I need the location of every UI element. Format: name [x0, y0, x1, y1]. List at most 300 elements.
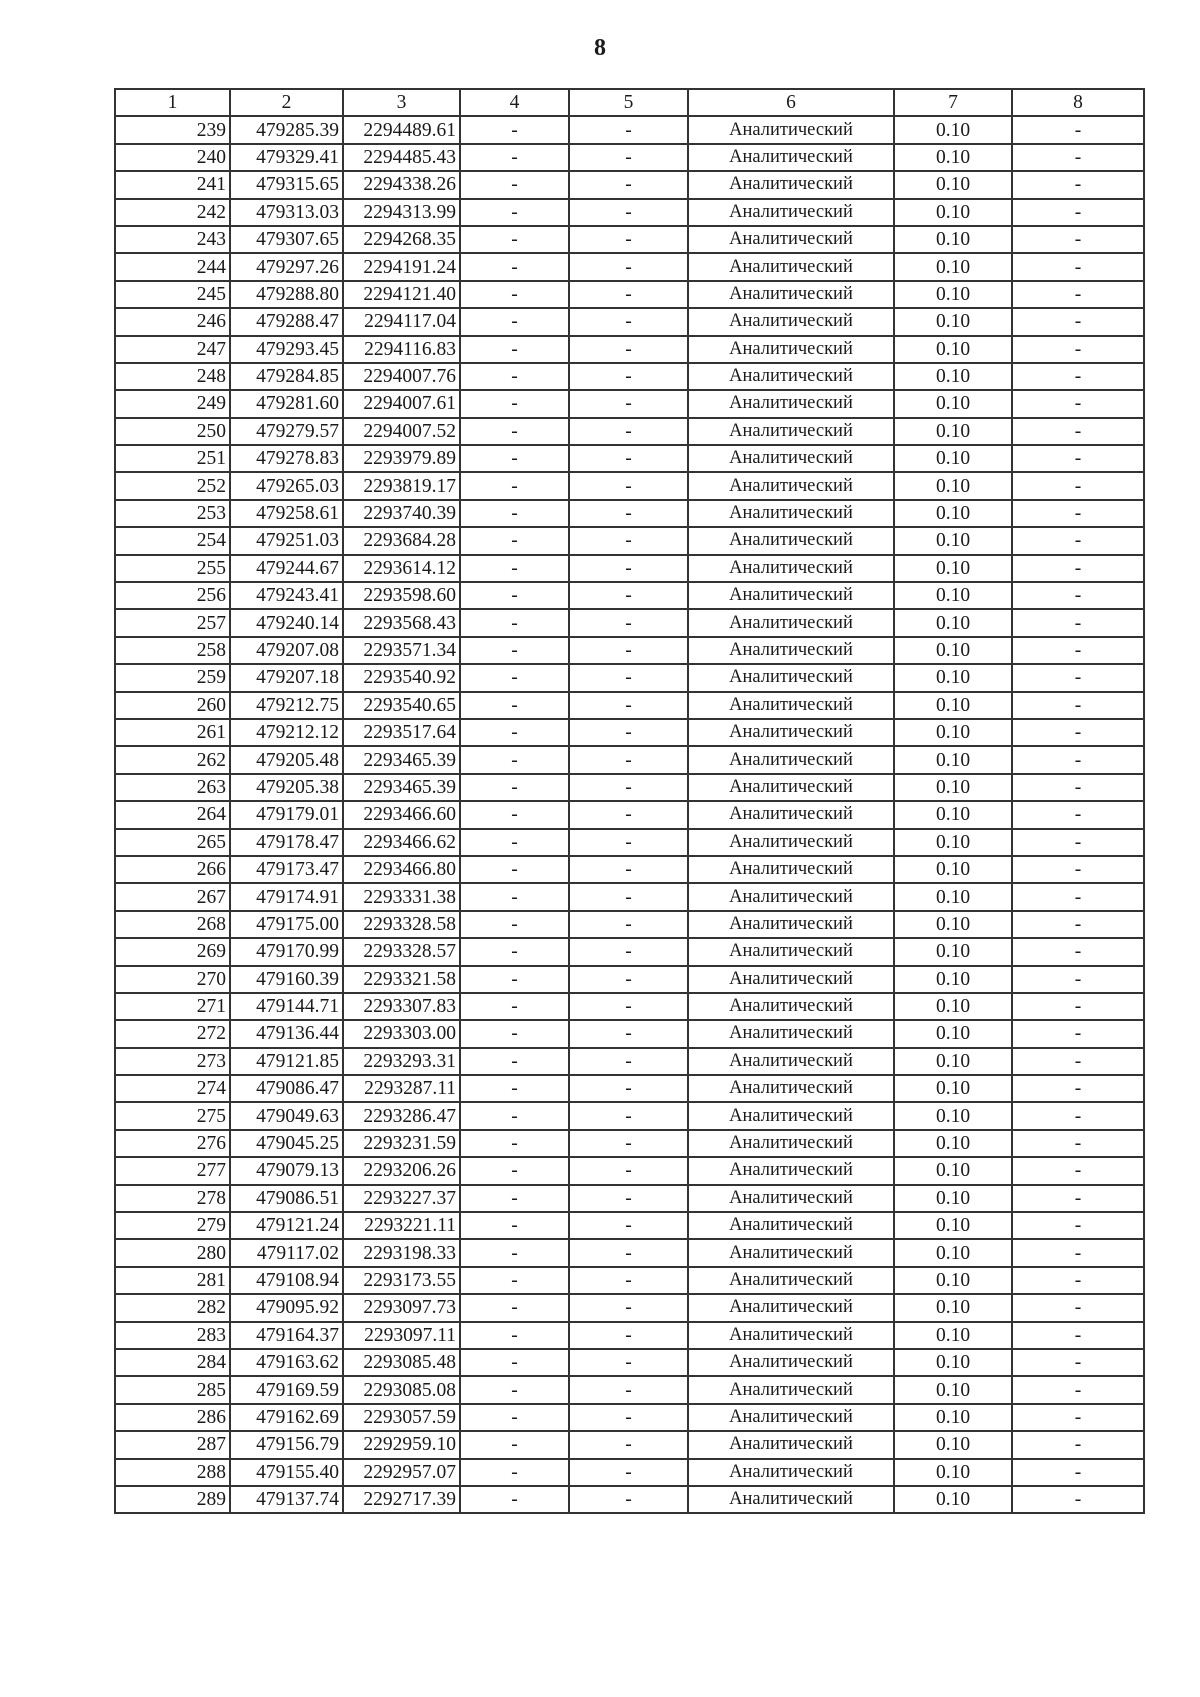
column-5-cell: -	[569, 1048, 688, 1075]
column-5-cell: -	[569, 1322, 688, 1349]
table-row	[115, 582, 1144, 609]
x-coordinate-cell: 479086.51	[230, 1185, 343, 1212]
point-number-cell: 279	[115, 1212, 230, 1239]
point-number-cell: 287	[115, 1431, 230, 1458]
y-coordinate-cell: 2293173.55	[343, 1267, 460, 1294]
column-5-cell: -	[569, 418, 688, 445]
y-coordinate-cell: 2293740.39	[343, 500, 460, 527]
column-5-cell: -	[569, 527, 688, 554]
method-cell: Аналитический	[688, 1239, 894, 1266]
y-coordinate-cell: 2293465.39	[343, 746, 460, 773]
column-5-cell: -	[569, 1157, 688, 1184]
column-8-cell: -	[1012, 1459, 1144, 1486]
column-5-cell: -	[569, 253, 688, 280]
table-row	[115, 1130, 1144, 1157]
column-8-cell: -	[1012, 500, 1144, 527]
y-coordinate-cell: 2293085.48	[343, 1349, 460, 1376]
x-coordinate-cell: 479278.83	[230, 445, 343, 472]
coordinates-table	[114, 88, 1145, 1514]
column-5-cell: -	[569, 1075, 688, 1102]
table-row	[115, 171, 1144, 198]
accuracy-cell: 0.10	[894, 116, 1012, 143]
column-5-cell: -	[569, 171, 688, 198]
table-row	[115, 664, 1144, 691]
accuracy-cell: 0.10	[894, 911, 1012, 938]
column-4-cell: -	[460, 308, 569, 335]
column-4-cell: -	[460, 1212, 569, 1239]
table-row	[115, 1102, 1144, 1129]
accuracy-cell: 0.10	[894, 226, 1012, 253]
x-coordinate-cell: 479164.37	[230, 1322, 343, 1349]
column-4-cell: -	[460, 938, 569, 965]
y-coordinate-cell: 2293206.26	[343, 1157, 460, 1184]
table-row	[115, 418, 1144, 445]
x-coordinate-cell: 479307.65	[230, 226, 343, 253]
column-5-cell: -	[569, 582, 688, 609]
y-coordinate-cell: 2293466.80	[343, 856, 460, 883]
accuracy-cell: 0.10	[894, 555, 1012, 582]
accuracy-cell: 0.10	[894, 993, 1012, 1020]
y-coordinate-cell: 2294313.99	[343, 199, 460, 226]
point-number-cell: 242	[115, 199, 230, 226]
column-8-cell: -	[1012, 1239, 1144, 1266]
method-cell: Аналитический	[688, 1157, 894, 1184]
column-8-cell: -	[1012, 692, 1144, 719]
y-coordinate-cell: 2293819.17	[343, 472, 460, 499]
column-5-cell: -	[569, 664, 688, 691]
column-4-cell: -	[460, 1349, 569, 1376]
method-cell: Аналитический	[688, 1212, 894, 1239]
y-coordinate-cell: 2293227.37	[343, 1185, 460, 1212]
method-cell: Аналитический	[688, 308, 894, 335]
column-4-cell: -	[460, 993, 569, 1020]
x-coordinate-cell: 479079.13	[230, 1157, 343, 1184]
column-5-cell: -	[569, 966, 688, 993]
column-8-cell: -	[1012, 637, 1144, 664]
point-number-cell: 275	[115, 1102, 230, 1129]
table-row	[115, 363, 1144, 390]
y-coordinate-cell: 2293287.11	[343, 1075, 460, 1102]
table-row	[115, 1157, 1144, 1184]
x-coordinate-cell: 479086.47	[230, 1075, 343, 1102]
column-4-cell: -	[460, 801, 569, 828]
method-cell: Аналитический	[688, 1486, 894, 1513]
point-number-cell: 252	[115, 472, 230, 499]
column-8-cell: -	[1012, 1212, 1144, 1239]
method-cell: Аналитический	[688, 1294, 894, 1321]
x-coordinate-cell: 479137.74	[230, 1486, 343, 1513]
accuracy-cell: 0.10	[894, 829, 1012, 856]
y-coordinate-cell: 2294489.61	[343, 116, 460, 143]
x-coordinate-cell: 479251.03	[230, 527, 343, 554]
table-row	[115, 829, 1144, 856]
point-number-cell: 261	[115, 719, 230, 746]
column-8-cell: -	[1012, 445, 1144, 472]
y-coordinate-cell: 2293097.73	[343, 1294, 460, 1321]
table-row	[115, 1020, 1144, 1047]
y-coordinate-cell: 2293286.47	[343, 1102, 460, 1129]
column-5-cell: -	[569, 390, 688, 417]
column-4-cell: -	[460, 500, 569, 527]
column-5-cell: -	[569, 472, 688, 499]
table-row	[115, 527, 1144, 554]
point-number-cell: 272	[115, 1020, 230, 1047]
point-number-cell: 255	[115, 555, 230, 582]
x-coordinate-cell: 479170.99	[230, 938, 343, 965]
x-coordinate-cell: 479045.25	[230, 1130, 343, 1157]
method-cell: Аналитический	[688, 1349, 894, 1376]
x-coordinate-cell: 479108.94	[230, 1267, 343, 1294]
y-coordinate-cell: 2293198.33	[343, 1239, 460, 1266]
column-8-cell: -	[1012, 664, 1144, 691]
accuracy-cell: 0.10	[894, 527, 1012, 554]
column-8-cell: -	[1012, 171, 1144, 198]
column-5-cell: -	[569, 1185, 688, 1212]
y-coordinate-cell: 2294121.40	[343, 281, 460, 308]
x-coordinate-cell: 479212.75	[230, 692, 343, 719]
column-8-cell: -	[1012, 1048, 1144, 1075]
method-cell: Аналитический	[688, 637, 894, 664]
accuracy-cell: 0.10	[894, 308, 1012, 335]
column-header-4: 4	[460, 89, 569, 116]
table-row	[115, 253, 1144, 280]
column-4-cell: -	[460, 472, 569, 499]
y-coordinate-cell: 2293598.60	[343, 582, 460, 609]
column-5-cell: -	[569, 883, 688, 910]
column-5-cell: -	[569, 719, 688, 746]
method-cell: Аналитический	[688, 911, 894, 938]
column-4-cell: -	[460, 883, 569, 910]
point-number-cell: 273	[115, 1048, 230, 1075]
column-8-cell: -	[1012, 829, 1144, 856]
x-coordinate-cell: 479095.92	[230, 1294, 343, 1321]
y-coordinate-cell: 2292717.39	[343, 1486, 460, 1513]
method-cell: Аналитический	[688, 856, 894, 883]
column-8-cell: -	[1012, 883, 1144, 910]
accuracy-cell: 0.10	[894, 883, 1012, 910]
x-coordinate-cell: 479212.12	[230, 719, 343, 746]
accuracy-cell: 0.10	[894, 336, 1012, 363]
column-8-cell: -	[1012, 966, 1144, 993]
column-4-cell: -	[460, 116, 569, 143]
y-coordinate-cell: 2293307.83	[343, 993, 460, 1020]
column-8-cell: -	[1012, 226, 1144, 253]
point-number-cell: 277	[115, 1157, 230, 1184]
table-row	[115, 1404, 1144, 1431]
column-4-cell: -	[460, 609, 569, 636]
column-header-8: 8	[1012, 89, 1144, 116]
column-4-cell: -	[460, 911, 569, 938]
accuracy-cell: 0.10	[894, 445, 1012, 472]
table-row	[115, 719, 1144, 746]
column-8-cell: -	[1012, 609, 1144, 636]
table-row	[115, 1322, 1144, 1349]
x-coordinate-cell: 479136.44	[230, 1020, 343, 1047]
x-coordinate-cell: 479284.85	[230, 363, 343, 390]
method-cell: Аналитический	[688, 829, 894, 856]
point-number-cell: 270	[115, 966, 230, 993]
column-5-cell: -	[569, 281, 688, 308]
y-coordinate-cell: 2292959.10	[343, 1431, 460, 1458]
y-coordinate-cell: 2294007.76	[343, 363, 460, 390]
accuracy-cell: 0.10	[894, 801, 1012, 828]
x-coordinate-cell: 479243.41	[230, 582, 343, 609]
method-cell: Аналитический	[688, 1130, 894, 1157]
table-row	[115, 1459, 1144, 1486]
column-8-cell: -	[1012, 746, 1144, 773]
column-8-cell: -	[1012, 527, 1144, 554]
point-number-cell: 283	[115, 1322, 230, 1349]
table-row	[115, 500, 1144, 527]
column-4-cell: -	[460, 692, 569, 719]
x-coordinate-cell: 479049.63	[230, 1102, 343, 1129]
column-4-cell: -	[460, 199, 569, 226]
table-row	[115, 336, 1144, 363]
table-row	[115, 199, 1144, 226]
column-8-cell: -	[1012, 938, 1144, 965]
column-header-2: 2	[230, 89, 343, 116]
x-coordinate-cell: 479279.57	[230, 418, 343, 445]
column-4-cell: -	[460, 363, 569, 390]
x-coordinate-cell: 479205.48	[230, 746, 343, 773]
method-cell: Аналитический	[688, 1048, 894, 1075]
column-5-cell: -	[569, 609, 688, 636]
accuracy-cell: 0.10	[894, 390, 1012, 417]
point-number-cell: 268	[115, 911, 230, 938]
y-coordinate-cell: 2293684.28	[343, 527, 460, 554]
accuracy-cell: 0.10	[894, 1020, 1012, 1047]
x-coordinate-cell: 479313.03	[230, 199, 343, 226]
table-row	[115, 555, 1144, 582]
y-coordinate-cell: 2294007.61	[343, 390, 460, 417]
x-coordinate-cell: 479117.02	[230, 1239, 343, 1266]
y-coordinate-cell: 2293231.59	[343, 1130, 460, 1157]
accuracy-cell: 0.10	[894, 199, 1012, 226]
column-4-cell: -	[460, 582, 569, 609]
point-number-cell: 286	[115, 1404, 230, 1431]
y-coordinate-cell: 2293614.12	[343, 555, 460, 582]
method-cell: Аналитический	[688, 555, 894, 582]
column-8-cell: -	[1012, 1185, 1144, 1212]
method-cell: Аналитический	[688, 1075, 894, 1102]
column-5-cell: -	[569, 226, 688, 253]
point-number-cell: 264	[115, 801, 230, 828]
column-8-cell: -	[1012, 1102, 1144, 1129]
accuracy-cell: 0.10	[894, 1130, 1012, 1157]
x-coordinate-cell: 479121.24	[230, 1212, 343, 1239]
method-cell: Аналитический	[688, 1185, 894, 1212]
accuracy-cell: 0.10	[894, 1075, 1012, 1102]
y-coordinate-cell: 2294485.43	[343, 144, 460, 171]
accuracy-cell: 0.10	[894, 418, 1012, 445]
column-5-cell: -	[569, 1212, 688, 1239]
method-cell: Аналитический	[688, 801, 894, 828]
column-5-cell: -	[569, 1020, 688, 1047]
x-coordinate-cell: 479163.62	[230, 1349, 343, 1376]
method-cell: Аналитический	[688, 500, 894, 527]
column-8-cell: -	[1012, 1075, 1144, 1102]
accuracy-cell: 0.10	[894, 746, 1012, 773]
accuracy-cell: 0.10	[894, 1404, 1012, 1431]
accuracy-cell: 0.10	[894, 363, 1012, 390]
column-header-1: 1	[115, 89, 230, 116]
column-header-3: 3	[343, 89, 460, 116]
column-5-cell: -	[569, 1267, 688, 1294]
method-cell: Аналитический	[688, 226, 894, 253]
table-row	[115, 390, 1144, 417]
column-5-cell: -	[569, 1404, 688, 1431]
accuracy-cell: 0.10	[894, 1486, 1012, 1513]
y-coordinate-cell: 2292957.07	[343, 1459, 460, 1486]
column-8-cell: -	[1012, 1130, 1144, 1157]
point-number-cell: 289	[115, 1486, 230, 1513]
column-5-cell: -	[569, 199, 688, 226]
accuracy-cell: 0.10	[894, 281, 1012, 308]
column-4-cell: -	[460, 1486, 569, 1513]
point-number-cell: 280	[115, 1239, 230, 1266]
method-cell: Аналитический	[688, 966, 894, 993]
x-coordinate-cell: 479297.26	[230, 253, 343, 280]
table-row	[115, 911, 1144, 938]
x-coordinate-cell: 479240.14	[230, 609, 343, 636]
y-coordinate-cell: 2294116.83	[343, 336, 460, 363]
column-4-cell: -	[460, 1267, 569, 1294]
accuracy-cell: 0.10	[894, 171, 1012, 198]
column-5-cell: -	[569, 1130, 688, 1157]
x-coordinate-cell: 479173.47	[230, 856, 343, 883]
column-4-cell: -	[460, 1459, 569, 1486]
x-coordinate-cell: 479265.03	[230, 472, 343, 499]
column-4-cell: -	[460, 390, 569, 417]
method-cell: Аналитический	[688, 582, 894, 609]
table-body	[115, 116, 1144, 1513]
y-coordinate-cell: 2293097.11	[343, 1322, 460, 1349]
column-8-cell: -	[1012, 1157, 1144, 1184]
column-4-cell: -	[460, 555, 569, 582]
y-coordinate-cell: 2293571.34	[343, 637, 460, 664]
x-coordinate-cell: 479244.67	[230, 555, 343, 582]
method-cell: Аналитический	[688, 171, 894, 198]
column-5-cell: -	[569, 746, 688, 773]
method-cell: Аналитический	[688, 199, 894, 226]
table-row	[115, 966, 1144, 993]
column-8-cell: -	[1012, 1267, 1144, 1294]
point-number-cell: 244	[115, 253, 230, 280]
accuracy-cell: 0.10	[894, 1322, 1012, 1349]
column-4-cell: -	[460, 774, 569, 801]
column-8-cell: -	[1012, 1486, 1144, 1513]
point-number-cell: 241	[115, 171, 230, 198]
column-5-cell: -	[569, 856, 688, 883]
column-5-cell: -	[569, 363, 688, 390]
x-coordinate-cell: 479156.79	[230, 1431, 343, 1458]
accuracy-cell: 0.10	[894, 144, 1012, 171]
table-row	[115, 1486, 1144, 1513]
point-number-cell: 249	[115, 390, 230, 417]
x-coordinate-cell: 479207.18	[230, 664, 343, 691]
column-5-cell: -	[569, 500, 688, 527]
point-number-cell: 267	[115, 883, 230, 910]
x-coordinate-cell: 479288.80	[230, 281, 343, 308]
column-8-cell: -	[1012, 363, 1144, 390]
method-cell: Аналитический	[688, 116, 894, 143]
method-cell: Аналитический	[688, 609, 894, 636]
table-row	[115, 746, 1144, 773]
x-coordinate-cell: 479162.69	[230, 1404, 343, 1431]
column-5-cell: -	[569, 1102, 688, 1129]
x-coordinate-cell: 479315.65	[230, 171, 343, 198]
y-coordinate-cell: 2293303.00	[343, 1020, 460, 1047]
table-row	[115, 116, 1144, 143]
column-5-cell: -	[569, 555, 688, 582]
point-number-cell: 259	[115, 664, 230, 691]
x-coordinate-cell: 479293.45	[230, 336, 343, 363]
point-number-cell: 274	[115, 1075, 230, 1102]
accuracy-cell: 0.10	[894, 664, 1012, 691]
column-8-cell: -	[1012, 911, 1144, 938]
column-5-cell: -	[569, 911, 688, 938]
accuracy-cell: 0.10	[894, 1376, 1012, 1403]
y-coordinate-cell: 2293568.43	[343, 609, 460, 636]
table-row	[115, 993, 1144, 1020]
point-number-cell: 260	[115, 692, 230, 719]
column-4-cell: -	[460, 144, 569, 171]
column-4-cell: -	[460, 1239, 569, 1266]
method-cell: Аналитический	[688, 1020, 894, 1047]
column-4-cell: -	[460, 856, 569, 883]
point-number-cell: 251	[115, 445, 230, 472]
x-coordinate-cell: 479155.40	[230, 1459, 343, 1486]
y-coordinate-cell: 2293465.39	[343, 774, 460, 801]
accuracy-cell: 0.10	[894, 1212, 1012, 1239]
accuracy-cell: 0.10	[894, 938, 1012, 965]
column-8-cell: -	[1012, 116, 1144, 143]
y-coordinate-cell: 2294191.24	[343, 253, 460, 280]
table-row	[115, 1048, 1144, 1075]
column-4-cell: -	[460, 719, 569, 746]
column-4-cell: -	[460, 281, 569, 308]
column-4-cell: -	[460, 746, 569, 773]
x-coordinate-cell: 479329.41	[230, 144, 343, 171]
point-number-cell: 253	[115, 500, 230, 527]
method-cell: Аналитический	[688, 1404, 894, 1431]
column-8-cell: -	[1012, 308, 1144, 335]
accuracy-cell: 0.10	[894, 1294, 1012, 1321]
method-cell: Аналитический	[688, 719, 894, 746]
x-coordinate-cell: 479178.47	[230, 829, 343, 856]
column-8-cell: -	[1012, 472, 1144, 499]
method-cell: Аналитический	[688, 1431, 894, 1458]
column-4-cell: -	[460, 1185, 569, 1212]
point-number-cell: 281	[115, 1267, 230, 1294]
point-number-cell: 256	[115, 582, 230, 609]
table-row	[115, 1185, 1144, 1212]
method-cell: Аналитический	[688, 390, 894, 417]
method-cell: Аналитический	[688, 336, 894, 363]
column-4-cell: -	[460, 664, 569, 691]
point-number-cell: 284	[115, 1349, 230, 1376]
y-coordinate-cell: 2293979.89	[343, 445, 460, 472]
column-8-cell: -	[1012, 253, 1144, 280]
method-cell: Аналитический	[688, 692, 894, 719]
method-cell: Аналитический	[688, 144, 894, 171]
y-coordinate-cell: 2293540.65	[343, 692, 460, 719]
accuracy-cell: 0.10	[894, 582, 1012, 609]
point-number-cell: 245	[115, 281, 230, 308]
column-8-cell: -	[1012, 719, 1144, 746]
method-cell: Аналитический	[688, 445, 894, 472]
column-8-cell: -	[1012, 856, 1144, 883]
